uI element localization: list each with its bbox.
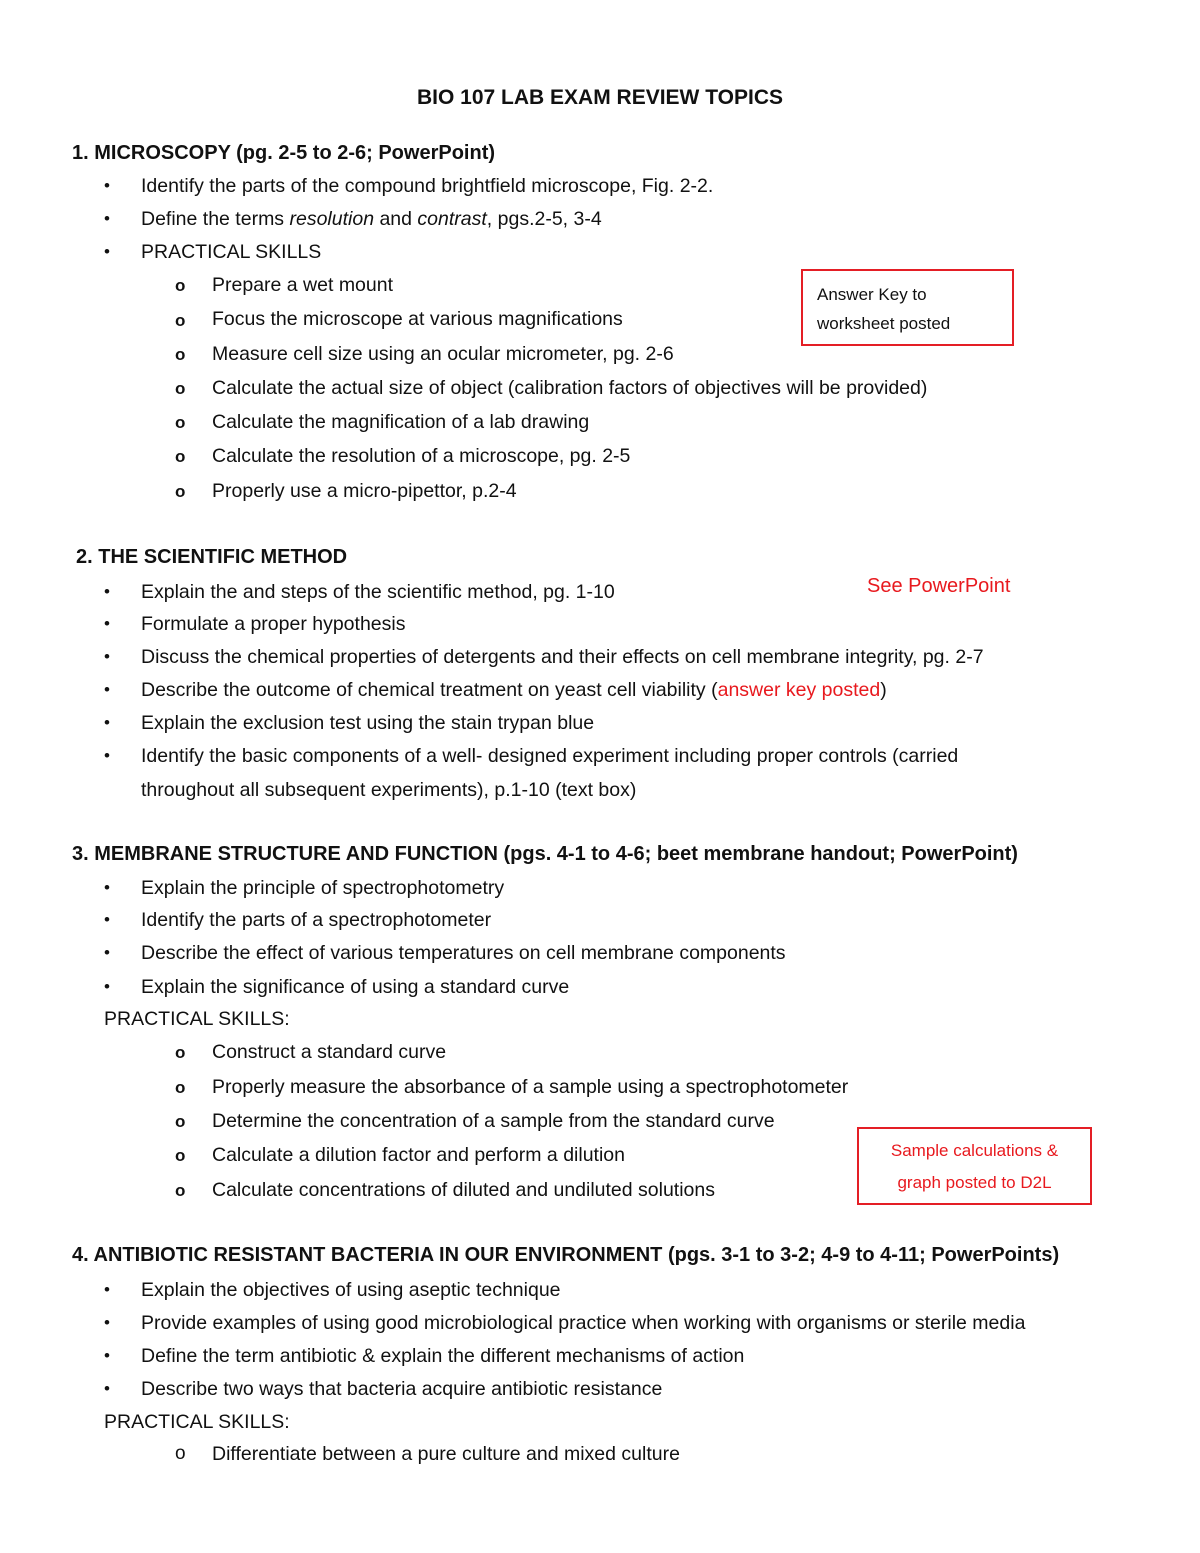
s4-bullet-1: Explain the objectives of using aseptic technique bbox=[141, 1279, 561, 1301]
sub-bullet-icon: o bbox=[175, 1181, 186, 1200]
sub-bullet-icon: o bbox=[175, 1043, 186, 1062]
note-line: Answer Key to bbox=[817, 285, 927, 304]
section-1-heading: 1. MICROSCOPY (pg. 2-5 to 2-6; PowerPoint) bbox=[72, 142, 496, 164]
sub-bullet-icon: o bbox=[175, 276, 186, 295]
s4-bullet-3: Define the term antibiotic & explain the different mechanisms of action bbox=[141, 1345, 745, 1367]
answer-key-note-box bbox=[801, 269, 1014, 346]
s4-practical-skills-label: PRACTICAL SKILLS: bbox=[104, 1411, 290, 1433]
s3-bullet-2: Identify the parts of a spectrophotometer bbox=[141, 909, 492, 931]
sub-bullet-icon: o bbox=[175, 311, 186, 330]
sub-bullet-icon: o bbox=[175, 379, 186, 398]
sub-bullet-icon: o bbox=[175, 345, 186, 364]
sub-bullet-icon: o bbox=[175, 482, 186, 501]
sub-bullet-icon: o bbox=[175, 1443, 186, 1464]
s1-bullet-1: Identify the parts of the compound brightfield microscope, Fig. 2-2. bbox=[141, 175, 714, 197]
sample-calculations-note-box bbox=[857, 1127, 1092, 1205]
bullet-icon: • bbox=[104, 647, 110, 666]
sub-bullet-icon: o bbox=[175, 1078, 186, 1097]
s3-bullet-4: Explain the significance of using a standard curve bbox=[141, 976, 570, 998]
s3-sub-2: Properly measure the absorbance of a sample using a spectrophotometer bbox=[212, 1076, 849, 1098]
section-2-heading: 2. THE SCIENTIFIC METHOD bbox=[76, 546, 348, 568]
s3-sub-4: Calculate a dilution factor and perform a dilution bbox=[212, 1144, 625, 1166]
bullet-icon: • bbox=[104, 713, 110, 732]
s3-practical-skills-label: PRACTICAL SKILLS: bbox=[104, 1008, 290, 1030]
note-line: graph posted to D2L bbox=[897, 1173, 1052, 1192]
s2-bullet-6-line-2: throughout all subsequent experiments), p.1-10 (text box) bbox=[141, 779, 637, 801]
section-3-heading: 3. MEMBRANE STRUCTURE AND FUNCTION (pgs. 4-1 to 4-6; beet membrane handout; PowerPoint) bbox=[72, 843, 1018, 865]
s1-sub-3: Measure cell size using an ocular micrometer, pg. 2-6 bbox=[212, 343, 674, 365]
s3-sub-5: Calculate concentrations of diluted and undiluted solutions bbox=[212, 1179, 716, 1201]
s4-sub-1: Differentiate between a pure culture and mixed culture bbox=[212, 1443, 680, 1465]
s4-bullet-4: Describe two ways that bacteria acquire antibiotic resistance bbox=[141, 1378, 663, 1400]
note-line: Sample calculations & bbox=[890, 1141, 1059, 1160]
s3-sub-1: Construct a standard curve bbox=[212, 1041, 447, 1063]
see-powerpoint-note: See PowerPoint bbox=[867, 575, 1011, 597]
s3-bullet-3: Describe the effect of various temperatures on cell membrane components bbox=[141, 942, 786, 964]
bullet-icon: • bbox=[104, 910, 110, 929]
section-4-heading: 4. ANTIBIOTIC RESISTANT BACTERIA IN OUR ENVIRONMENT (pgs. 3-1 to 3-2; 4-9 to 4-11; PowerPoints) bbox=[72, 1244, 1060, 1266]
s1-sub-7: Properly use a micro-pipettor, p.2-4 bbox=[212, 480, 517, 502]
bullet-icon: • bbox=[104, 582, 110, 601]
bullet-icon: • bbox=[104, 209, 110, 228]
sub-bullet-icon: o bbox=[175, 447, 186, 466]
s2-bullet-3: Discuss the chemical properties of detergents and their effects on cell membrane integrity, pg. 2-7 bbox=[141, 646, 984, 668]
s2-bullet-2: Formulate a proper hypothesis bbox=[141, 613, 406, 635]
bullet-icon: • bbox=[104, 1280, 110, 1299]
s1-sub-2: Focus the microscope at various magnifications bbox=[212, 308, 623, 330]
bullet-icon: • bbox=[104, 680, 110, 699]
note-line: worksheet posted bbox=[817, 314, 951, 333]
s4-bullet-2: Provide examples of using good microbiological practice when working with organisms or sterile media bbox=[141, 1312, 1026, 1334]
bullet-icon: • bbox=[104, 614, 110, 633]
s2-bullet-5: Explain the exclusion test using the stain trypan blue bbox=[141, 712, 595, 734]
bullet-icon: • bbox=[104, 176, 110, 195]
s1-sub-5: Calculate the magnification of a lab drawing bbox=[212, 411, 590, 433]
s2-bullet-1: Explain the and steps of the scientific method, pg. 1-10 bbox=[141, 581, 615, 603]
s1-bullet-3: PRACTICAL SKILLS bbox=[141, 241, 322, 263]
bullet-icon: • bbox=[104, 943, 110, 962]
s1-sub-4: Calculate the actual size of object (calibration factors of objectives will be provided) bbox=[212, 377, 928, 399]
bullet-icon: • bbox=[104, 1313, 110, 1332]
bullet-icon: • bbox=[104, 878, 110, 897]
s3-bullet-1: Explain the principle of spectrophotometry bbox=[141, 877, 505, 899]
s1-sub-6: Calculate the resolution of a microscope, pg. 2-5 bbox=[212, 445, 631, 467]
s2-bullet-6-line-1: Identify the basic components of a well- designed experiment including proper controls (carried bbox=[141, 745, 959, 767]
answer-key-posted-note: answer key posted bbox=[717, 679, 881, 701]
sub-bullet-icon: o bbox=[175, 1112, 186, 1131]
sub-bullet-icon: o bbox=[175, 413, 186, 432]
bullet-icon: • bbox=[104, 1346, 110, 1365]
page-title: BIO 107 LAB EXAM REVIEW TOPICS bbox=[416, 86, 783, 109]
s1-bullet-2: Define the terms resolution and contrast, pgs.2-5, 3-4 bbox=[141, 208, 602, 230]
s1-sub-1: Prepare a wet mount bbox=[212, 274, 394, 296]
sub-bullet-icon: o bbox=[175, 1146, 186, 1165]
s3-sub-3: Determine the concentration of a sample from the standard curve bbox=[212, 1110, 775, 1132]
bullet-icon: • bbox=[104, 242, 110, 261]
s2-bullet-4: Describe the outcome of chemical treatment on yeast cell viability (answer key posted) bbox=[141, 679, 887, 701]
bullet-icon: • bbox=[104, 1379, 110, 1398]
bullet-icon: • bbox=[104, 746, 110, 765]
bullet-icon: • bbox=[104, 977, 110, 996]
